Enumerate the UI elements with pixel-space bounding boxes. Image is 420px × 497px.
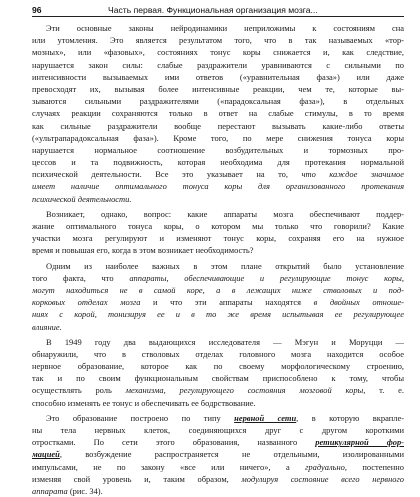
- text-line: [32, 308, 404, 320]
- text-line: [32, 397, 404, 409]
- text-line: [32, 360, 404, 372]
- text-line: [32, 59, 404, 71]
- text-span: способно изменять ее тонус и обеспечивать ее бодрствование.: [32, 397, 256, 408]
- text-span: нервное образование, которое как по своему морфологическому строению,: [32, 361, 404, 372]
- text-span: В 1949 году два выдающихся исследователя — Мэгун и Моруцци —: [46, 336, 404, 347]
- emphasized-text: что каждое значимое: [301, 169, 404, 180]
- text-line: [32, 272, 404, 284]
- text-line: [32, 71, 404, 83]
- text-span: Возникает, однако, вопрос: какие аппараты мозга обеспечивают поддер-: [46, 208, 404, 219]
- text-line: [32, 384, 404, 396]
- text-span: и что эти аппараты находятся: [140, 297, 314, 308]
- text-span: психической деятельности. Все это указывает на то,: [32, 169, 302, 180]
- text-span: ны тела нервных клеток, соединяющихся друг с другом короткими: [32, 425, 404, 435]
- text-line: [32, 232, 404, 244]
- text-line: [32, 461, 404, 473]
- text-span: мозных», или «фазовых», состояниях тонус коры снижается и, как следствие,: [32, 47, 404, 58]
- text-line: [32, 220, 404, 232]
- text-span: нарушается нормальное соотношение возбудительных и тормозных про-: [32, 144, 404, 155]
- text-line: [32, 260, 404, 272]
- emphasized-text: градуально: [305, 461, 345, 472]
- text-span: Это образование построено по типу: [46, 412, 235, 423]
- emphasized-text: мацией: [32, 449, 60, 460]
- text-line: [32, 156, 404, 168]
- text-line: [32, 83, 404, 95]
- text-span: время и повышая его, когда в этом возникает необходимость?: [32, 245, 254, 256]
- text-line: [32, 208, 404, 220]
- text-line: [32, 180, 404, 192]
- emphasized-text: нервной сети: [234, 412, 297, 423]
- text-line: [32, 372, 404, 384]
- text-span: так и по своим функциональным свойствам приспособлено к тому, чтобы: [32, 373, 404, 384]
- running-header: [32, 0, 404, 15]
- text-line: [32, 107, 404, 119]
- page-number: 96: [32, 5, 42, 15]
- text-line: [32, 348, 404, 360]
- text-span: как сильные раздражители вообще перестают вызывать какие-либо ответы: [32, 120, 404, 131]
- running-title: Часть первая. Функциональная организация мозга...: [108, 5, 318, 15]
- text-line: [32, 168, 404, 180]
- text-line: [32, 424, 404, 436]
- text-line: [32, 336, 404, 348]
- text-span: обнаружили, что в стволовых отделах головного мозга находится особое: [32, 348, 404, 359]
- text-span: , т. е.: [363, 385, 404, 396]
- text-span: (рис. 34).: [67, 485, 103, 496]
- emphasized-text: аппараты, обеспечивающие и регулирующие тонус коры,: [129, 272, 404, 283]
- emphasized-text: влияние.: [32, 321, 62, 332]
- text-line: [32, 244, 404, 256]
- text-line: [32, 95, 404, 107]
- text-span: жание оптимального тонуса коры, о котором мы только что говорили? Какие: [32, 221, 404, 231]
- text-line: [32, 132, 404, 144]
- text-span: участки мозга регулируют и изменяют тонус коры, сохраняя его на нужное: [32, 233, 404, 244]
- text-span: интенсивности вызываемых ими ответов («уравнительная фаза») или даже: [32, 71, 404, 82]
- text-body: [32, 22, 404, 497]
- text-line: [32, 22, 404, 34]
- text-span: импульсами, не по закону «все или ничего», а: [32, 461, 306, 472]
- text-line: [32, 296, 404, 308]
- emphasized-text: психической деятельности.: [32, 193, 132, 204]
- text-line: [32, 436, 404, 448]
- text-line: [32, 120, 404, 132]
- text-span: того факта, что: [32, 272, 130, 283]
- text-span: осуществлять роль: [32, 385, 126, 396]
- text-span: , возбуждение распространяется не отдельными, изолированными: [59, 449, 404, 460]
- text-line: [32, 144, 404, 156]
- text-span: , постепенно: [344, 461, 404, 472]
- emphasized-text: в двойных отноше-: [313, 297, 404, 308]
- text-span: отростками. По сети этого образования, названного: [32, 437, 316, 448]
- emphasized-text: могут находиться не в самой коре, а в лежащих ниже стволовых и под-: [32, 284, 404, 295]
- text-line: [32, 46, 404, 58]
- text-line: [32, 473, 404, 485]
- text-span: , в которую вкрапле-: [296, 412, 404, 423]
- emphasized-text: ниях с корой, тонизируя ее и в то же время испытывая ее регулирующее: [32, 309, 404, 320]
- text-span: («ультрапарадоксальная фаза»). Кроме того, по мере снижения тонуса коры: [32, 132, 404, 143]
- text-line: [32, 284, 404, 296]
- text-span: превосходят их, вызывая более интенсивные реакции, чем те, которые вы-: [32, 83, 404, 94]
- text-line: [32, 193, 404, 205]
- text-span: Одним из наиболее важных в этом плане открытий было установление: [46, 260, 404, 271]
- text-span: изменяя свой уровень и, таким образом,: [32, 473, 242, 484]
- text-line: [32, 448, 404, 460]
- text-span: или утомления. Это является результатом того, что в так называемых «тор-: [32, 35, 404, 46]
- text-line: [32, 321, 404, 333]
- emphasized-text: корковых отделах мозга: [32, 297, 141, 308]
- text-span: случаях реакции сохраняются только в ответ на слабые стимулы, в то время: [32, 108, 404, 119]
- emphasized-text: механизма, регулирующего состояния мозговой коры: [125, 385, 364, 396]
- emphasized-text: модулируя состояние всего нервного: [241, 473, 404, 484]
- header-divider: [32, 16, 404, 17]
- emphasized-text: ретикулярной фор-: [315, 437, 404, 448]
- emphasized-text: имеет наличие оптимального тонуса коры для организованного протекания: [32, 181, 404, 192]
- text-line: [32, 34, 404, 46]
- text-span: Эти основные законы нейродинамики неприложимы к состояниям сна: [46, 23, 404, 33]
- text-span: нарушается закон силы: слабые раздражители уравниваются с сильными по: [32, 59, 404, 70]
- text-span: зываются сильными раздражителями («парадоксальная фаза»), в отдельных: [32, 96, 404, 107]
- emphasized-text: аппарата: [32, 485, 68, 496]
- text-line: [32, 485, 404, 497]
- text-span: цессов и та подвижность, которая необходима для протекания нормальной: [32, 157, 404, 168]
- text-line: [32, 412, 404, 424]
